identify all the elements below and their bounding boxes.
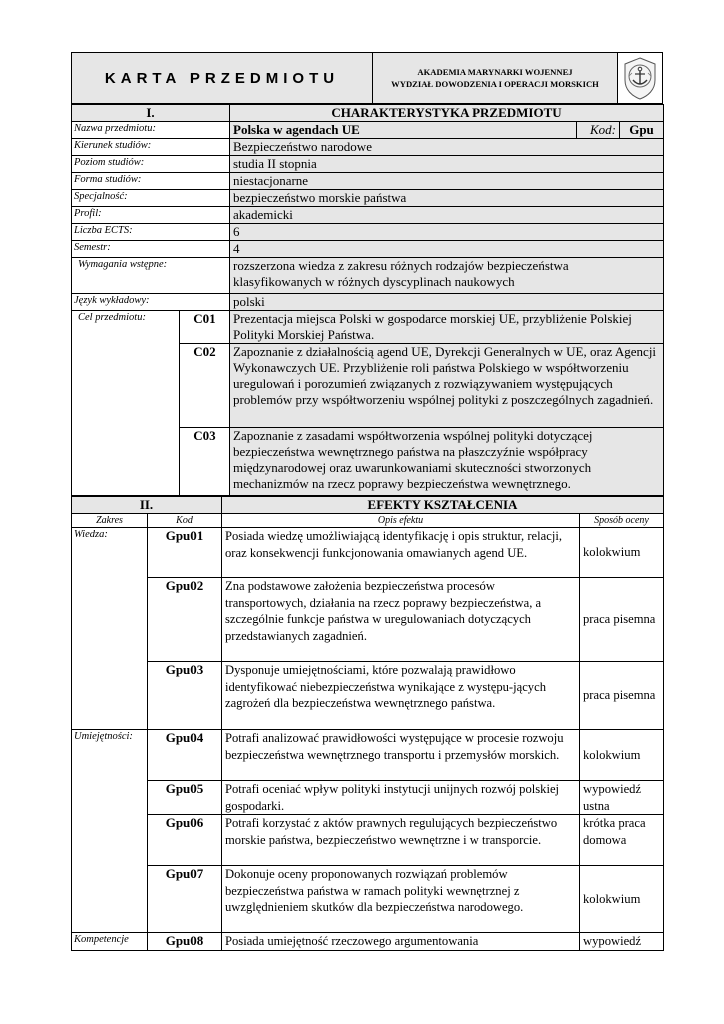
value-profil: akademicki bbox=[230, 207, 664, 224]
outcome-code: Gpu04 bbox=[148, 730, 222, 781]
outcome-row bbox=[72, 781, 664, 815]
outcome-text: Posiada wiedzę umożliwiającą identyfikację i opis struktur, relacji, oraz konsekwencji funkcjonowania omawianych agend UE. bbox=[222, 528, 580, 578]
label-kierunek: Kierunek studiów: bbox=[72, 139, 230, 156]
card-header bbox=[71, 52, 663, 104]
value-specjalnosc: bezpieczeństwo morskie państwa bbox=[230, 190, 664, 207]
row-specjalnosc bbox=[72, 190, 664, 207]
group-kompetencje: Kompetencje bbox=[72, 933, 148, 951]
outcomes-table bbox=[71, 496, 664, 951]
outcome-row bbox=[72, 578, 664, 662]
value-forma: niestacjonarne bbox=[230, 173, 664, 190]
row-kierunek bbox=[72, 139, 664, 156]
value-kod: Gpu bbox=[620, 122, 664, 139]
section-header-2 bbox=[72, 497, 664, 514]
row-nazwa bbox=[72, 122, 664, 139]
label-ects: Liczba ECTS: bbox=[72, 224, 230, 241]
outcome-text: Posiada umiejętność rzeczowego argumentowania bbox=[222, 933, 580, 951]
outcome-code: Gpu07 bbox=[148, 866, 222, 933]
row-semestr bbox=[72, 241, 664, 258]
section-header-1 bbox=[72, 105, 664, 122]
outcome-text: Potrafi analizować prawidłowości występujące w procesie rozwoju bezpieczeństwa wewnętrznego transportu i przemysłów morskich. bbox=[222, 730, 580, 781]
value-ects: 6 bbox=[230, 224, 664, 241]
col-opis: Opis efektu bbox=[222, 514, 580, 528]
label-poziom: Poziom studiów: bbox=[72, 156, 230, 173]
value-poziom: studia II stopnia bbox=[230, 156, 664, 173]
outcome-method: praca pisemna bbox=[580, 662, 664, 730]
anchor-emblem-icon bbox=[617, 53, 662, 103]
section-title: EFEKTY KSZTAŁCENIA bbox=[222, 497, 664, 514]
outcome-row bbox=[72, 866, 664, 933]
goal-row bbox=[72, 311, 664, 344]
row-wymagania bbox=[72, 258, 664, 294]
outcome-method: kolokwium bbox=[580, 528, 664, 578]
outcome-code: Gpu02 bbox=[148, 578, 222, 662]
goal-code: C02 bbox=[180, 344, 230, 428]
goal-text: Zapoznanie z działalnością agend UE, Dyrekcji Generalnych w UE, oraz Agencji Wykonawczych UE. Przybliżenie roli państwa Polskiego w współtworzeniu uregulowań i porozumień związanych z rozwiązywaniem występujących problemów przy współtworzeniu wspólnej polityki z poszczególnych zagadnień. bbox=[230, 344, 664, 428]
label-specjalnosc: Specjalność: bbox=[72, 190, 230, 207]
label-kod: Kod: bbox=[577, 122, 620, 139]
outcome-method: wypowiedź bbox=[580, 933, 664, 951]
outcomes-column-headers bbox=[72, 514, 664, 528]
section-number: I. bbox=[72, 105, 230, 122]
col-kod: Kod bbox=[148, 514, 222, 528]
outcome-row bbox=[72, 730, 664, 781]
label-profil: Profil: bbox=[72, 207, 230, 224]
label-semestr: Semestr: bbox=[72, 241, 230, 258]
outcome-text: Potrafi oceniać wpływ polityki instytucji unijnych rozwój polskiej gospodarki. bbox=[222, 781, 580, 815]
group-umiejetnosci: Umiejętności: bbox=[72, 730, 148, 933]
outcome-text: Dysponuje umiejętnościami, które pozwalają prawidłowo identyfikować niebezpieczeństwa wynikające z występu-jących zagrożeń dla bezpieczeństwa wewnętrznego państwa. bbox=[222, 662, 580, 730]
outcome-row bbox=[72, 528, 664, 578]
outcome-method: praca pisemna bbox=[580, 578, 664, 662]
label-cel: Cel przedmiotu: bbox=[72, 311, 180, 496]
outcome-row bbox=[72, 815, 664, 866]
outcome-code: Gpu06 bbox=[148, 815, 222, 866]
row-poziom bbox=[72, 156, 664, 173]
goal-code: C01 bbox=[180, 311, 230, 344]
section-number: II. bbox=[72, 497, 222, 514]
outcome-method: krótka praca domowa bbox=[580, 815, 664, 866]
value-semestr: 4 bbox=[230, 241, 664, 258]
outcome-code: Gpu05 bbox=[148, 781, 222, 815]
row-profil bbox=[72, 207, 664, 224]
label-jezyk: Język wykładowy: bbox=[72, 294, 230, 311]
course-card bbox=[71, 52, 663, 951]
outcome-method: kolokwium bbox=[580, 866, 664, 933]
outcome-text: Zna podstawowe założenia bezpieczeństwa procesów transportowych, działania na rzecz poprawy bezpieczeństwa, a szczególnie funkcje państwa w uregulowaniach dotyczących przedstawianych zagadnień. bbox=[222, 578, 580, 662]
section-title: CHARAKTERYSTYKA PRZEDMIOTU bbox=[230, 105, 664, 122]
card-title: KARTA PRZEDMIOTU bbox=[72, 53, 373, 103]
outcome-code: Gpu08 bbox=[148, 933, 222, 951]
characteristics-table bbox=[71, 104, 664, 496]
goal-text: Prezentacja miejsca Polski w gospodarce morskiej UE, przybliżenie Polskiej Polityki Morskiej Państwa. bbox=[230, 311, 664, 344]
value-wymagania: rozszerzona wiedza z zakresu różnych rodzajów bezpieczeństwa klasyfikowanych w różnych dyscyplinach naukowych bbox=[230, 258, 664, 294]
value-jezyk: polski bbox=[230, 294, 664, 311]
goal-text: Zapoznanie z zasadami współtworzenia wspólnej polityki dotyczącej bezpieczeństwa wewnętrznego państwa na płaszczyźnie współpracy międzynarodowej oraz uwarunkowaniami skuteczności stworzonych mechanizmów na rzecz poprawy bezpieczeństwa wewnętrznego. bbox=[230, 428, 664, 496]
row-ects bbox=[72, 224, 664, 241]
outcome-text: Potrafi korzystać z aktów prawnych regulujących bezpieczeństwo morskie państwa, bezpieczeństwo wewnętrzne i w transporcie. bbox=[222, 815, 580, 866]
outcome-row bbox=[72, 933, 664, 951]
outcome-method: kolokwium bbox=[580, 730, 664, 781]
row-forma bbox=[72, 173, 664, 190]
label-nazwa: Nazwa przedmiotu: bbox=[72, 122, 230, 139]
goal-code: C03 bbox=[180, 428, 230, 496]
group-wiedza: Wiedza: bbox=[72, 528, 148, 730]
value-kierunek: Bezpieczeństwo narodowe bbox=[230, 139, 664, 156]
col-sposob: Sposób oceny bbox=[580, 514, 664, 528]
outcome-row bbox=[72, 662, 664, 730]
outcome-code: Gpu03 bbox=[148, 662, 222, 730]
label-forma: Forma studiów: bbox=[72, 173, 230, 190]
value-nazwa: Polska w agendach UE bbox=[230, 122, 577, 139]
col-zakres: Zakres bbox=[72, 514, 148, 528]
outcome-method: wypowiedź ustna bbox=[580, 781, 664, 815]
label-wymagania: Wymagania wstępne: bbox=[72, 258, 230, 294]
institution-line-1: AKADEMIA MARYNARKI WOJENNEJ bbox=[417, 67, 573, 77]
outcome-text: Dokonuje oceny proponowanych rozwiązań problemów bezpieczeństwa państwa w ramach polityki wewnętrznej z uwzględnieniem skutków dla bezpieczeństwa narodowego. bbox=[222, 866, 580, 933]
institution-name bbox=[373, 53, 617, 103]
outcome-code: Gpu01 bbox=[148, 528, 222, 578]
institution-line-2: WYDZIAŁ DOWODZENIA I OPERACJI MORSKICH bbox=[391, 79, 599, 89]
row-jezyk bbox=[72, 294, 664, 311]
